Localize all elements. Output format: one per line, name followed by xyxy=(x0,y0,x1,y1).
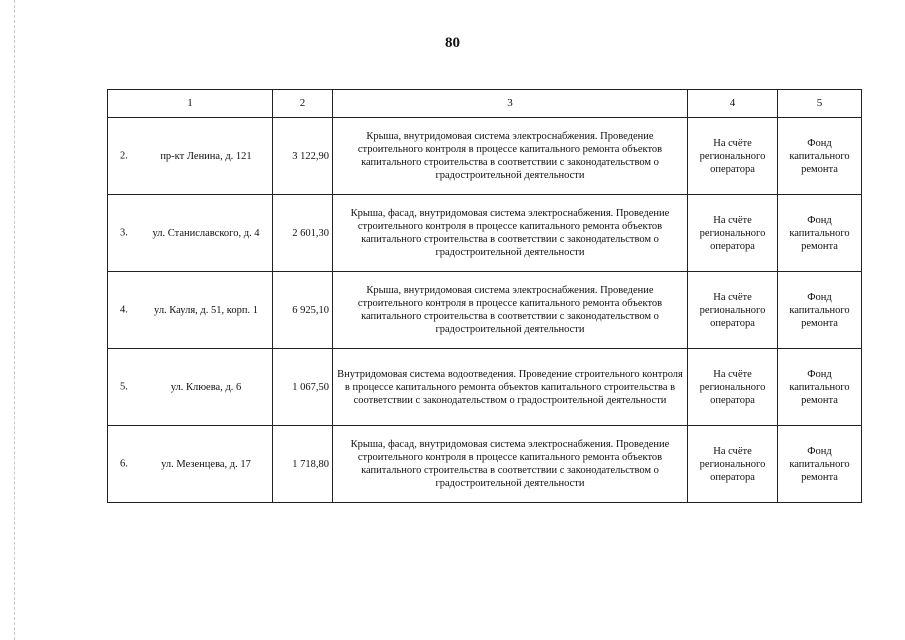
scan-margin-line xyxy=(14,0,15,640)
account-type: На счёте регионального оператора xyxy=(688,426,778,503)
building-address: ул. Мезенцева, д. 17 xyxy=(161,458,251,470)
table-row xyxy=(108,118,862,195)
row-number: 3. xyxy=(120,227,128,239)
address-cell xyxy=(108,118,273,195)
header-cell: 2 xyxy=(273,90,333,118)
row-number: 6. xyxy=(120,458,128,470)
account-type: На счёте регионального оператора xyxy=(688,349,778,426)
building-address: ул. Клюева, д. 6 xyxy=(170,381,242,393)
works-description: Крыша, внутридомовая система электроснабжения. Проведение строительного контроля в процессе капитального ремонта объектов капитального строительства в соответствии с законодательством о градостроительной деятельности xyxy=(333,272,688,349)
works-description: Крыша, внутридомовая система электроснабжения. Проведение строительного контроля в процессе капитального ремонта объектов капитального строительства в соответствии с законодательством о градостроительной деятельности xyxy=(333,118,688,195)
building-address: пр-кт Ленина, д. 121 xyxy=(160,150,252,162)
fund-type: Фонд капитального ремонта xyxy=(778,195,862,272)
table-header-row xyxy=(108,90,862,118)
row-number: 5. xyxy=(120,381,128,393)
address-cell xyxy=(108,426,273,503)
account-type: На счёте регионального оператора xyxy=(688,272,778,349)
page-number: 80 xyxy=(445,35,460,51)
table-row xyxy=(108,195,862,272)
address-cell xyxy=(108,272,273,349)
header-cell: 5 xyxy=(778,90,862,118)
works-description: Крыша, фасад, внутридомовая система электроснабжения. Проведение строительного контроля в процессе капитального ремонта объектов капитального строительства в соответствии с законодательством о градостроительной деятельности xyxy=(333,195,688,272)
table-row xyxy=(108,349,862,426)
fund-type: Фонд капитального ремонта xyxy=(778,426,862,503)
account-type: На счёте регионального оператора xyxy=(688,195,778,272)
works-table xyxy=(107,89,862,503)
row-number: 4. xyxy=(120,304,128,316)
fund-type: Фонд капитального ремонта xyxy=(778,349,862,426)
row-number: 2. xyxy=(120,150,128,162)
address-cell xyxy=(108,195,273,272)
building-area: 2 601,30 xyxy=(273,195,333,272)
works-description: Внутридомовая система водоотведения. Проведение строительного контроля в процессе капитального ремонта объектов капитального строительства в соответствии с законодательством о градостроительной деятельности xyxy=(333,349,688,426)
header-cell: 3 xyxy=(333,90,688,118)
building-address: ул. Станиславского, д. 4 xyxy=(152,227,260,239)
works-description: Крыша, фасад, внутридомовая система электроснабжения. Проведение строительного контроля в процессе капитального ремонта объектов капитального строительства в соответствии с законодательством о градостроительной деятельности xyxy=(333,426,688,503)
building-area: 1 067,50 xyxy=(273,349,333,426)
fund-type: Фонд капитального ремонта xyxy=(778,118,862,195)
header-cell: 4 xyxy=(688,90,778,118)
building-area: 1 718,80 xyxy=(273,426,333,503)
account-type: На счёте регионального оператора xyxy=(688,118,778,195)
fund-type: Фонд капитального ремонта xyxy=(778,272,862,349)
building-area: 6 925,10 xyxy=(273,272,333,349)
table-row xyxy=(108,272,862,349)
building-area: 3 122,90 xyxy=(273,118,333,195)
table-row xyxy=(108,426,862,503)
address-cell xyxy=(108,349,273,426)
header-cell: 1 xyxy=(108,90,273,118)
building-address: ул. Кауля, д. 51, корп. 1 xyxy=(154,304,258,316)
